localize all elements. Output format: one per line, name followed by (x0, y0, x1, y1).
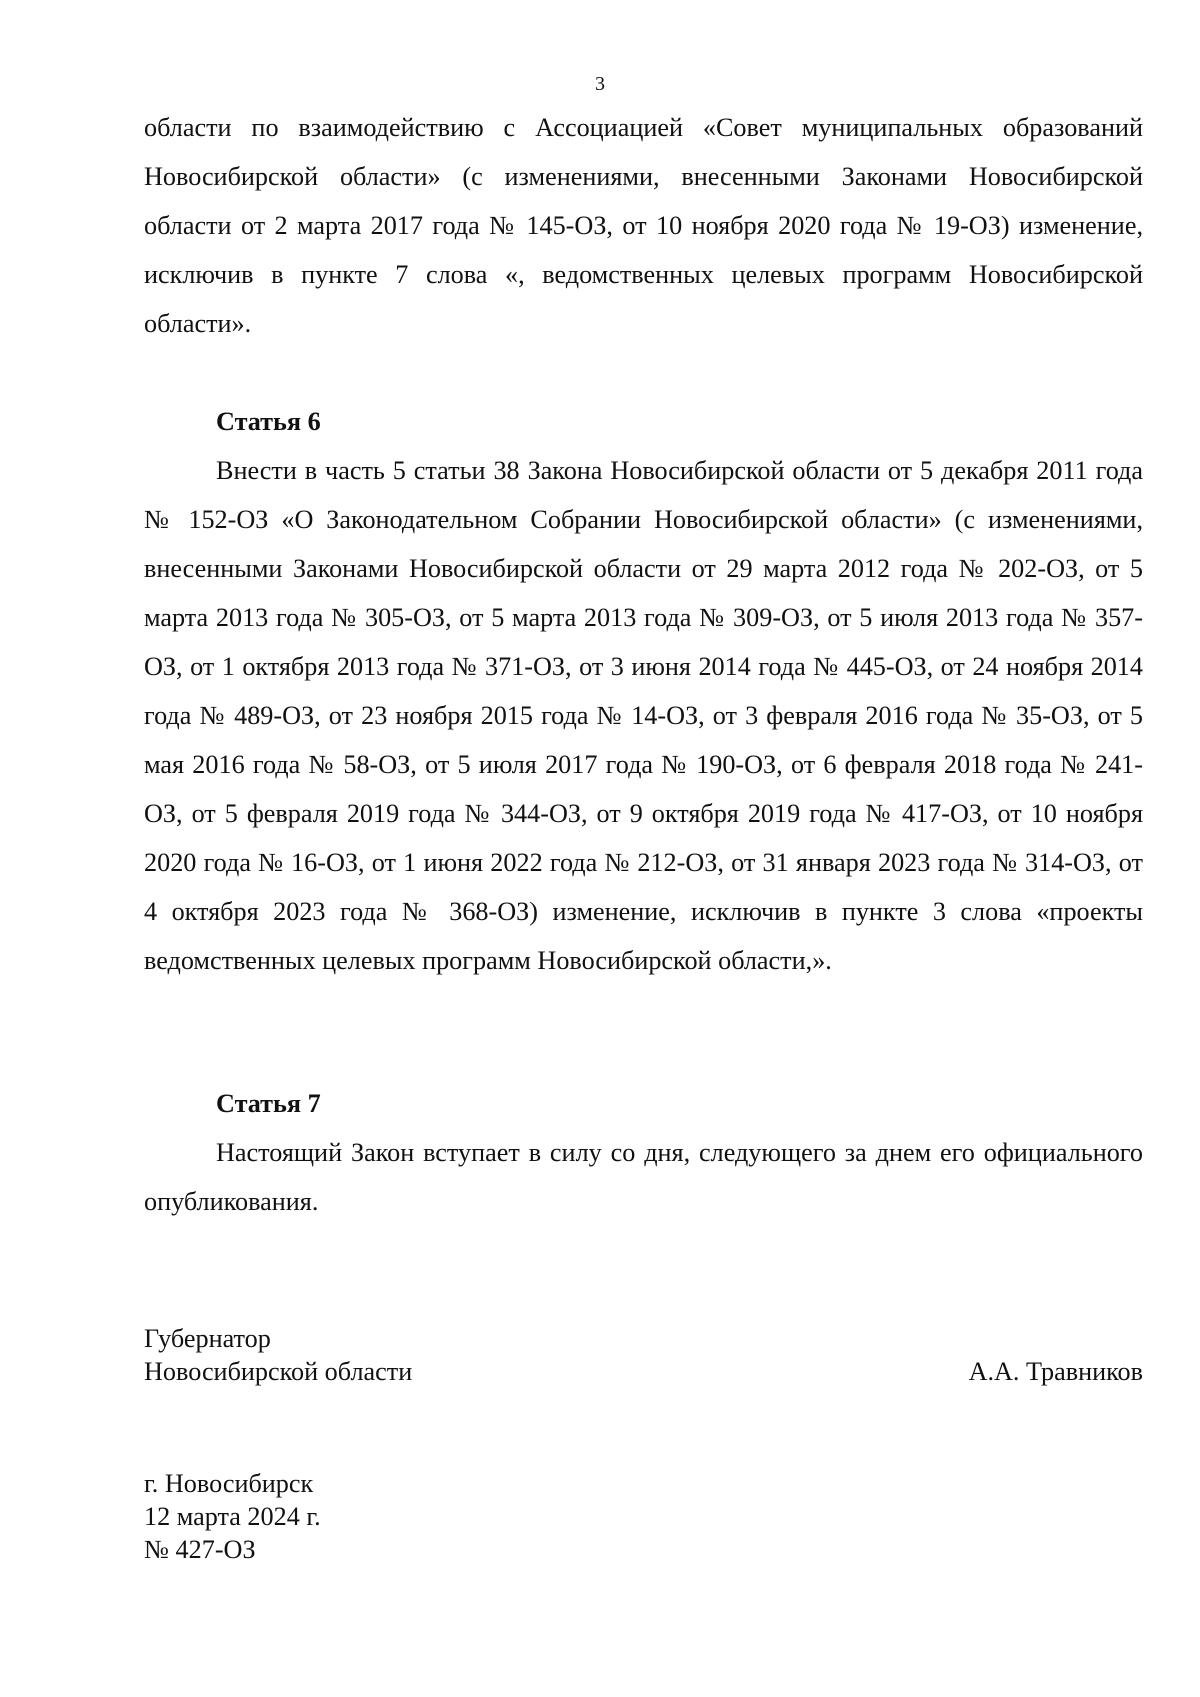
signing-city: г. Новосибирск (144, 1469, 314, 1498)
page-number: 3 (595, 73, 605, 95)
signatory-title-line-2: Новосибирской области (144, 1357, 413, 1386)
article-7-text: Настоящий Закон вступает в силу со дня, следующего за днем его официального опубликования. (144, 1138, 1143, 1216)
article-6-text: Внести в часть 5 статьи 38 Закона Новосибирской области от 5 декабря 2011 года № 152-ОЗ «О Законодательном Собрании Новосибирской области» (с изменениями, внесенными Законами Новосибирской области от 29 марта 2012 года № 202-ОЗ, от 5 марта 2013 года № 305-ОЗ, от 5 марта 2013 года № 309-ОЗ, от 5 июля 2013 года № 357-ОЗ, от 1 октября 2013 года № 371-ОЗ, от 3 июня 2014 года № 445-ОЗ, от 24 ноября 2014 года № 489-ОЗ, от 23 ноября 2015 года № 14-ОЗ, от 3 февраля 2016 года № 35-ОЗ, от 5 мая 2016 года № 58-ОЗ, от 5 июля 2017 года № 190-ОЗ, от 6 февраля 2018 года № 241-ОЗ, от 5 февраля 2019 года № 344-ОЗ, от 9 октября 2019 года № 417-ОЗ, от 10 ноября 2020 года № 16-ОЗ, от 1 июня 2022 года № 212-ОЗ, от 31 января 2023 года № 314-ОЗ, от 4 октября 2023 года № 368-ОЗ) изменение, исключив в пункте 3 слова «проекты ведомственных целевых программ Новосибирской области,». (144, 456, 1143, 975)
signatory-title-line-1: Губернатор (144, 1324, 271, 1353)
article-6-heading: Статья 6 (216, 407, 321, 436)
signatory-name: А.А. Травников (968, 1357, 1143, 1386)
article-7-heading: Статья 7 (216, 1089, 321, 1118)
law-number: № 427-ОЗ (144, 1535, 256, 1564)
signing-date: 12 марта 2024 г. (144, 1502, 321, 1531)
intro-paragraph: области по взаимодействию с Ассоциацией «Совет муниципальных образований Новосибирской области» (с изменениями, внесенными Законами Новосибирской области от 2 марта 2017 года № 145-ОЗ, от 10 ноября 2020 года № 19-ОЗ) изменение, исключив в пункте 7 слова «, ведомственных целевых программ Новосибирской области». (144, 113, 1143, 338)
